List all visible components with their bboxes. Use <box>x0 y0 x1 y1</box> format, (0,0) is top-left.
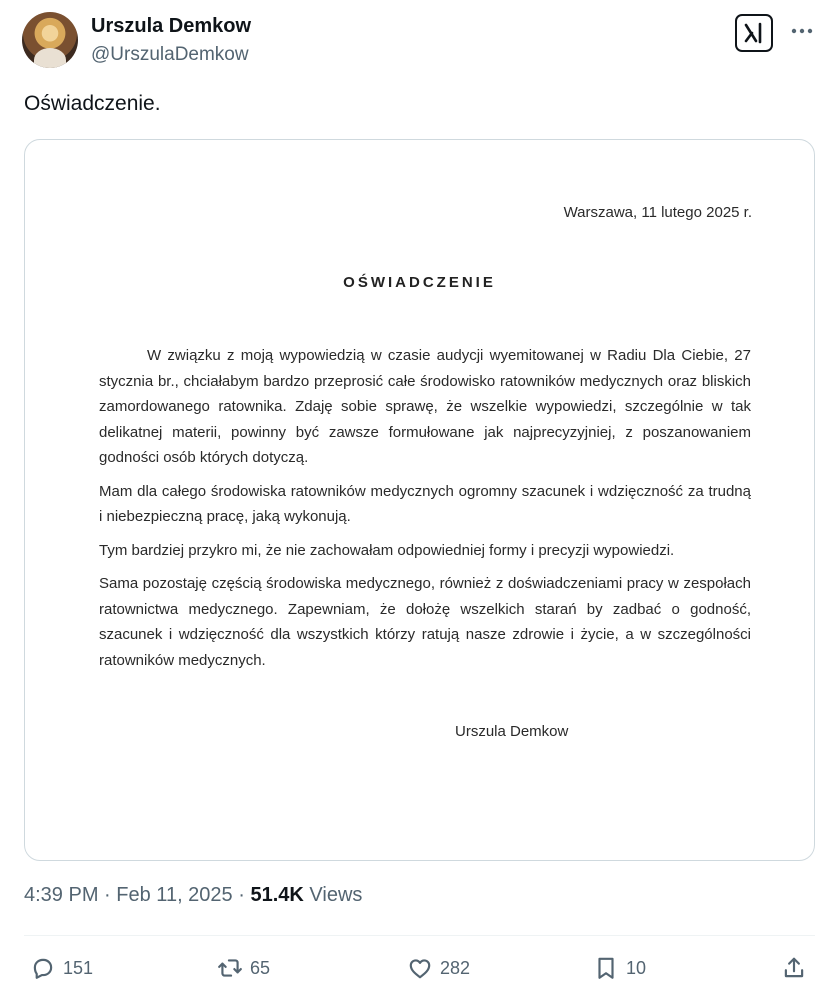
more-button[interactable] <box>788 16 816 46</box>
author-name[interactable]: Urszula Demkow <box>91 15 252 37</box>
speech-bubble-icon <box>30 955 56 981</box>
grok-logo-icon <box>742 21 766 45</box>
attached-image[interactable] <box>24 139 815 861</box>
document-date: Warszawa, 11 lutego 2025 r. <box>563 204 752 221</box>
reply-count: 151 <box>63 957 94 978</box>
meta-separator: · <box>104 884 111 906</box>
share-button[interactable] <box>781 950 807 986</box>
document-paragraph: Sama pozostaję częścią środowiska medycznego, również z doświadczeniami pracy w zespołach ratownictwa medycznego. Zapewniam, że dołożę wszelkich starań by zadbać o godność, szacunek i wdzięczność dla wszystkich którzy ratują nasze zdrowie i życie, a w szczególności ratowników medycznych. <box>99 575 751 669</box>
grok-button[interactable] <box>735 14 773 52</box>
views-count: 51.4K <box>250 884 304 906</box>
repost-button[interactable] <box>217 950 270 986</box>
bookmark-button[interactable] <box>593 950 646 986</box>
reply-button[interactable] <box>30 950 93 986</box>
document-title: OŚWIADCZENIE <box>343 274 496 291</box>
document-paragraph: W związku z moją wypowiedzią w czasie audycji wyemitowanej w Radiu Dla Ciebie, 27 stycznia br., chciałabym bardzo przeprosić całe środowisko ratowników medycznych oraz bliskich zamordowanego ratownika. Zdaję sobie sprawę, że wszelkie wypowiedzi, szczególnie w tak delikatnej materii, powinny być zawsze formułowane jak najprecyzyjniej, z poszanowaniem godności osób których dotyczą. <box>99 347 751 466</box>
document-signature: Urszula Demkow <box>455 723 569 740</box>
repost-arrows-icon <box>217 955 243 981</box>
views-label: Views <box>309 884 363 906</box>
author-handle[interactable]: @UrszulaDemkow <box>91 44 249 65</box>
like-button[interactable] <box>407 950 470 986</box>
statement-document <box>25 140 814 860</box>
share-upload-icon <box>781 955 807 981</box>
bookmark-count: 10 <box>626 957 647 978</box>
post-text: Oświadczenie. <box>24 92 161 115</box>
author-avatar[interactable] <box>22 12 78 68</box>
post-meta <box>24 884 362 907</box>
document-body <box>99 343 751 681</box>
action-bar <box>0 950 840 986</box>
heart-icon <box>407 955 433 981</box>
post-time[interactable]: 4:39 PM <box>24 884 99 906</box>
like-count: 282 <box>440 957 471 978</box>
more-dots-icon <box>791 28 813 34</box>
divider <box>24 935 815 936</box>
repost-count: 65 <box>250 957 271 978</box>
post-date[interactable]: Feb 11, 2025 <box>116 884 233 906</box>
meta-separator: · <box>238 884 245 906</box>
document-paragraph: Mam dla całego środowiska ratowników medycznych ogromny szacunek i wdzięczność za trudną i niebezpieczną pracę, jaką wykonują. <box>99 482 751 525</box>
bookmark-icon <box>593 955 619 981</box>
post-header <box>22 12 818 72</box>
document-paragraph: Tym bardziej przykro mi, że nie zachowałam odpowiedniej formy i precyzji wypowiedzi. <box>99 541 675 559</box>
